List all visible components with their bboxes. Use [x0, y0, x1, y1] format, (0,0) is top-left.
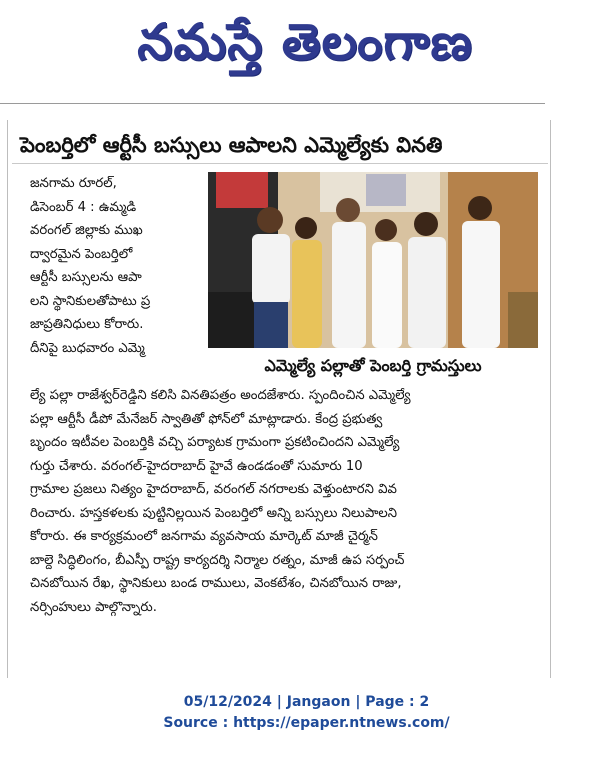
text-line: బాల్దె సిద్ధిలింగం, బీఎస్పీ రాష్ట్ర కార్యదర్శి నిర్మాల రత్నం, మాజీ ఉప సర్పంచ్ [30, 552, 405, 568]
text-line: చినబోయిన రేఖ, స్థానికులు బండ రాములు, వెంకటేశం, చినబోయిన రాజు, [30, 576, 402, 591]
publication-info: 05/12/2024 | Jangaon | Page : 2 [183, 694, 430, 710]
text-line: దీనిపై బుధవారం ఎమ్మె [30, 340, 145, 356]
text-line: జనగామ రూరల్, [30, 176, 117, 191]
text-line: జాప్రతినిధులు కోరారు. [30, 317, 144, 332]
masthead-divider [0, 103, 545, 104]
text-line: ఆర్టీసీ బస్సులను ఆపా [30, 270, 142, 285]
newspaper-masthead: నమస్తే తెలంగాణ [137, 12, 473, 71]
article-headline: పెంబర్తిలో ఆర్టీసీ బస్సులు ఆపాలని ఎమ్మెల్యేకు వినతి [20, 133, 443, 157]
text-line: ద్వారమైన పెంబర్తిలో [30, 246, 133, 262]
text-line: లని స్థానికులతోపాటు ప్ర [30, 293, 151, 309]
article-text-wide-column [30, 384, 542, 619]
text-line: వరంగల్ జిల్లాకు ముఖ [30, 223, 143, 238]
text-line: గ్రామాల ప్రజలు నిత్యం హైదరాబాద్, వరంగల్ నగరాలకు వెళ్తుంటారని వివ [30, 482, 397, 497]
article-frame-left [7, 120, 8, 678]
text-line: ల్యే పల్లా రాజేశ్వర్‌రెడ్డిని కలిసి వినతిపత్రం అందజేశారు. స్పందించిన ఎమ్మెల్యే [30, 388, 411, 403]
text-line: కోరారు. ఈ కార్యక్రమంలో జనగామ వ్యవసాయ మార్కెట్ మాజీ చైర్మన్ [30, 529, 378, 544]
headline-divider [12, 163, 548, 164]
text-line: పల్లా ఆర్టీసీ డీపో మేనేజర్ స్వాతితో ఫోన్‌లో మాట్లాడారు. కేంద్ర ప్రభుత్వ [30, 411, 383, 427]
text-line: డిసెంబర్ 4 : ఉమ్మడి [30, 199, 137, 215]
article-text-left-column [30, 172, 202, 360]
text-line: రించారు. హస్తకళలకు పుట్టినిల్లయిన పెంబర్తిలో అన్ని బస్సులు నిలుపాలని [30, 505, 398, 521]
text-line: గుర్తు చేశారు. వరంగల్-హైదరాబాద్ హైవే ఉండడంతో సుమారు 10 [30, 458, 363, 474]
news-photo [208, 172, 538, 348]
text-line: బృందం ఇటీవల పెంబర్తికి వచ్చి పర్యాటక గ్రామంగా ప్రకటించిందని ఎమ్మెల్యే [30, 435, 400, 450]
text-line: నర్సింహులు పాల్గొన్నారు. [30, 599, 157, 615]
photo-caption: ఎమ్మెల్యే పల్లాతో పెంబర్తి గ్రామస్తులు [264, 356, 482, 375]
group-photo-illustration [208, 172, 538, 348]
source-link[interactable]: Source : https://epaper.ntnews.com/ [163, 715, 450, 731]
article-frame-right [550, 120, 551, 678]
clipping-footer [0, 692, 613, 734]
